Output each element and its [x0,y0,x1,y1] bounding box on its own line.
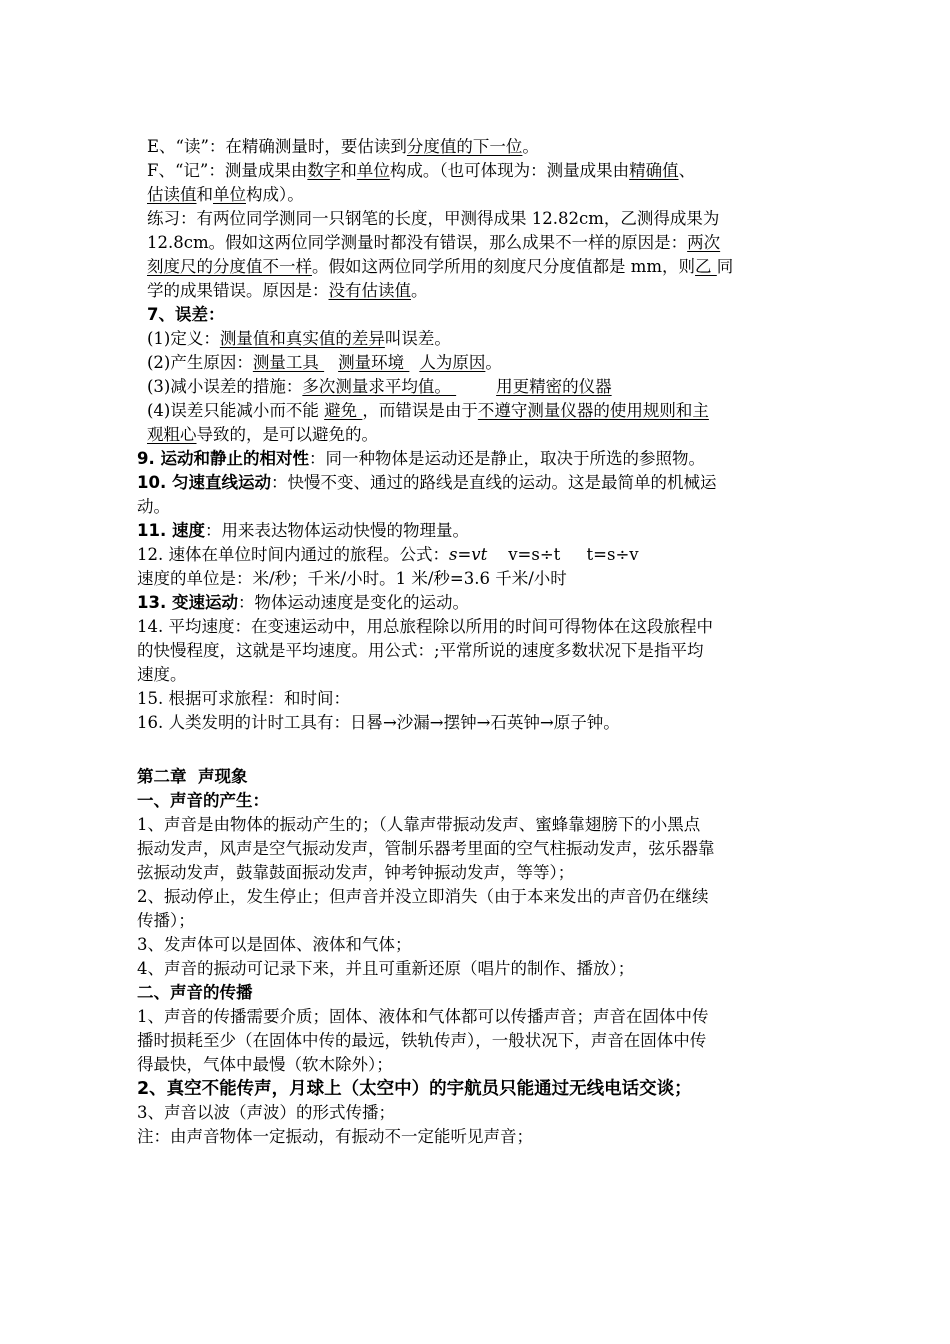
underlined-answer: 数字 [307,161,341,180]
underlined-answer: 没有估读值 [328,281,411,300]
propagation-3: 3、声音以波（声波）的形式传播； [137,1103,395,1122]
exercise-line-2 [137,231,817,255]
text: 。假如这两位同学所用的刻度尺分度值都是 mm，则 [312,257,696,276]
formula: v=s÷t t=s÷v [487,545,639,564]
chapter-title: 第二章 声现象 [137,767,248,786]
text: 练习：有两位同学测同一只钢笔的长度，甲测得成果 12.82cm，乙测得成果为 [147,209,720,228]
item-10 [137,471,817,495]
production-2-cont: 传播）； [137,911,195,930]
underlined-answer: 测量环境 [338,353,410,372]
spacer [137,735,817,765]
item-12 [137,543,817,567]
propagation-1: 1、声音的传播需要介质；固体、液体和气体都可以传播声音；声音在固体中传 [137,1007,709,1026]
error-vs-mistake [137,399,817,423]
production-2: 2、振动停止，发生停止；但声音并没立即消失（由于本来发出的声音仍在继续 [137,887,709,906]
propagation-2: 2、真空不能传声，月球上（太空中）的宇航员只能通过无线电话交谈； [137,1079,692,1099]
text: 。 [485,353,502,372]
term: 10. 匀速直线运动 [137,473,271,492]
error-causes [137,351,817,375]
text: E、“读”：在精确测量时，要估读到 [147,137,407,156]
text: 、 [678,161,696,180]
text: (1)定义： [147,329,220,348]
production-4: 4、声音的振动可记录下来，并且可重新还原（唱片的制作、播放）； [137,959,635,978]
item-14-cont2: 速度。 [137,665,187,684]
item-13 [137,591,817,615]
underlined-answer: 测量工具 [252,353,325,372]
term: 11. 速度 [137,521,205,540]
text: (3)减小误差的措施： [147,377,303,396]
error-definition [137,327,817,351]
text: 。 [522,137,539,156]
text: ，而错误是由于 [362,401,478,420]
section-heading-production: 一、声音的产生： [137,791,269,810]
section-heading-error: 7、误差： [147,305,225,324]
underlined-answer: 两次 [687,233,721,252]
underlined-answer: 用更精密的仪器 [496,377,612,396]
line-read [137,135,817,159]
text: ：同一种物体是运动还是静止，取决于所选的参照物。 [309,449,705,468]
underlined-answer: 分度值的下一位 [406,137,523,156]
text: 构成）。 [246,185,304,204]
underlined-answer: 乙 [695,257,717,276]
production-1-cont: 振动发声，风声是空气振动发声，管制乐器考里面的空气柱振动发声，弦乐器靠 [137,839,715,858]
text: 导致的，是可以避免的。 [196,425,378,444]
formula: s=vt [449,545,488,564]
underlined-answer: 不遵守测量仪器的使用规则和主 [477,401,709,420]
item-16: 16. 人类发明的计时工具有：日晷→沙漏→摆钟→石英钟→原子钟。 [137,713,620,732]
document-page [137,135,817,1149]
text: F、“记”：测量成果由 [147,161,308,180]
text: 构成。（也可体现为：测量成果由 [389,161,630,180]
propagation-1-cont2: 得最快，气体中最慢（软木除外）； [137,1055,393,1074]
text: 叫误差。 [384,329,451,348]
production-3: 3、发声体可以是固体、液体和气体； [137,935,412,954]
underlined-answer: 观粗心 [147,425,197,444]
text: 同 [716,257,734,276]
text: 12.8cm。假如这两位同学测量时都没有错误，那么成果不一样的原因是： [147,233,688,252]
underlined-answer: 刻度尺的分度值不一样 [147,257,312,276]
speed-units: 速度的单位是：米/秒；千米/小时。1 米/秒=3.6 千米/小时 [137,569,567,588]
text: 和 [196,185,213,204]
propagation-note: 注：由声音物体一定振动，有振动不一定能听见声音； [137,1127,533,1146]
text: ：快慢不变、通过的路线是直线的运动。这是最简单的机械运 [270,473,717,492]
term: 13. 变速运动 [137,593,238,612]
underlined-answer: 单位 [356,161,390,180]
underlined-answer: 单位 [213,185,246,204]
item-9 [137,447,817,471]
text: (4)误差只能减小而不能 [147,401,325,420]
exercise-line-4 [137,279,817,303]
underlined-answer: 测量值和真实值的差异 [219,329,385,348]
line-record-cont [137,183,817,207]
text: (2)产生原因： [147,353,253,372]
underlined-answer: 人为原因 [419,353,486,372]
error-reduction [137,375,817,399]
text: ：用来表达物体运动快慢的物理量。 [204,521,469,540]
item-14-cont: 的快慢程度，这就是平均速度。用公式：;平常所说的速度多数状况下是指平均 [137,641,704,660]
text: 。 [411,281,428,300]
error-vs-mistake-cont [137,423,817,447]
text: 12. 速体在单位时间内通过的旅程。公式： [137,545,449,564]
underlined-answer: 多次测量求平均值。 [302,377,457,396]
term: 9. 运动和静止的相对性 [137,449,309,468]
text: 和 [340,161,357,180]
line-record [137,159,817,183]
underlined-answer: 精确值 [629,161,679,180]
item-10-cont: 动。 [137,497,170,516]
production-1-cont2: 弦振动发声，鼓靠鼓面振动发声，钟考钟振动发声，等等）； [137,863,575,882]
underlined-answer: 估读值 [147,185,197,204]
text: 学的成果错误。原因是： [147,281,329,300]
section-heading-propagation: 二、声音的传播 [137,983,253,1002]
item-14: 14. 平均速度：在变速运动中，用总旅程除以所用的时间可得物体在这段旅程中 [137,617,713,636]
propagation-1-cont: 播时损耗至少（在固体中传的最远，铁轨传声），一般状况下，声音在固体中传 [137,1031,707,1050]
item-11 [137,519,817,543]
exercise-line-1 [137,207,817,231]
item-15: 15. 根据可求旅程：和时间： [137,689,350,708]
text: ：物体运动速度是变化的运动。 [237,593,469,612]
underlined-answer: 避免 [324,401,363,420]
production-1: 1、声音是由物体的振动产生的；（人靠声带振动发声、蜜蜂靠翅膀下的小黑点 [137,815,701,834]
exercise-line-3 [137,255,817,279]
